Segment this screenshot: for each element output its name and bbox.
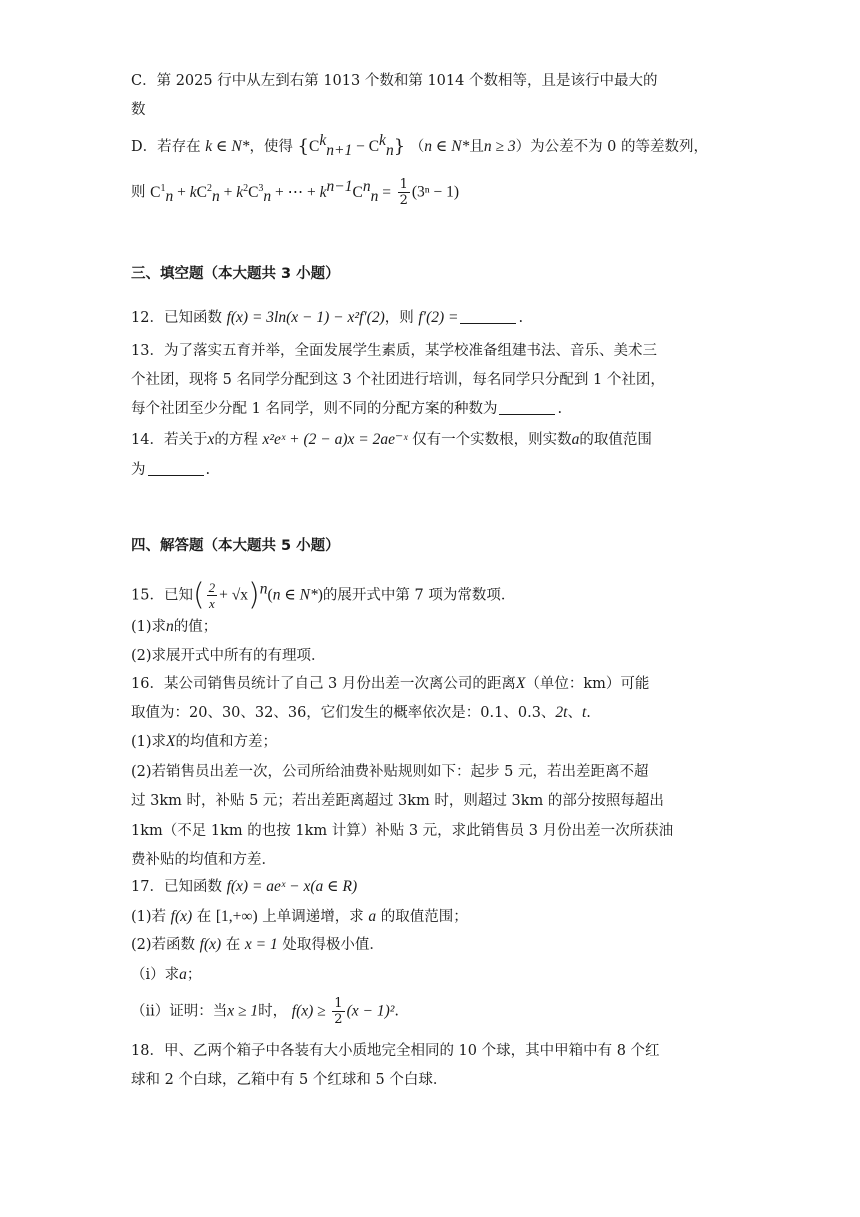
question-13-line2: 个社团，现将 5 名同学分配到这 3 个社团进行培训，每名同学只分配到 1 个社团，	[131, 372, 665, 388]
math-q12-ans: f′(2) =	[418, 309, 459, 326]
question-15-part2: (2)求展开式中所有的有理项．	[131, 648, 326, 664]
section-answer-heading: 四、解答题（本大题共 5 小题）	[131, 538, 340, 554]
option-c-line1: C．第 2025 行中从左到右第 1013 个数和第 1014 个数相等，且是该行中最大的	[131, 73, 658, 89]
math-q12-fx: f(x) = 3ln(x − 1) − x²f′(2)	[226, 309, 385, 326]
math-n-in-n: n ∈ N*	[424, 138, 470, 155]
question-16-line2: 取值为：20、30、32、36，它们发生的概率依次是：0.1、0.3、2t、t.	[131, 704, 591, 721]
question-17: 17．已知函数 f(x) = aeˣ − x(a ∈ R)	[131, 878, 358, 895]
question-18-line1: 18．甲、乙两个箱子中各装有大小质地完全相同的 10 个球，其中甲箱中有 8 个红	[131, 1043, 660, 1059]
question-13-line3: 每个社团至少分配 1 名同学，则不同的分配方案的种数为 .	[131, 401, 563, 417]
question-16-part2-line3: 1km（不足 1km 的也按 1km 计算）补贴 3 元，求此销售员 3 月份出差一次所获油	[131, 823, 674, 839]
math-n-ge-3: n ≥ 3	[483, 138, 516, 155]
answer-blank-14	[148, 461, 204, 476]
option-c-line2: 数	[131, 102, 146, 118]
question-17-part2-i: （i）求a；	[131, 966, 202, 983]
question-17-part2-ii: （ii）证明：当x ≥ 1时， f(x) ≥ $\frac{1}{2}$ (x − 1)².	[131, 996, 399, 1027]
option-d-line2: 则 $C^1_n + kC^2_n + k^2C^3_n$ + ⋯ + $k^{n-1}C^n_n$ = $\frac{1}{2}$ (3ⁿ − 1)	[131, 177, 460, 208]
answer-blank-13	[499, 400, 555, 415]
question-18-line2: 球和 2 个白球，乙箱中有 5 个红球和 5 个白球．	[131, 1072, 448, 1088]
question-14-line1: 14．若关于x的方程 x²eˣ + (2 − a)x = 2ae⁻ˣ 仅有一个实数根，则实数a的取值范围	[131, 431, 652, 448]
question-16-line1: 16．某公司销售员统计了自己 3 月份出差一次离公司的距离X（单位：km）可能	[131, 675, 650, 692]
question-16-part2-line4: 费补贴的均值和方差．	[131, 852, 276, 868]
question-15-part1: (1)求n的值；	[131, 618, 218, 635]
question-17-part1: (1)若 f(x) 在 [1,+∞) 上单调递增，求 a 的取值范围；	[131, 908, 468, 925]
math-d-tail: (3ⁿ − 1)	[411, 183, 460, 201]
question-16-part1: (1)求X的均值和方差；	[131, 733, 278, 750]
question-16-part2-line1: (2)若销售员出差一次，公司所给油费补贴规则如下：起步 5 元，若出差距离不超	[131, 764, 649, 780]
math-q14-eq: x²eˣ + (2 − a)x = 2ae⁻ˣ	[262, 431, 408, 448]
question-13-line1: 13．为了落实五育并举，全面发展学生素质，某学校准备组建书法、音乐、美术三	[131, 343, 657, 359]
question-16-part2-line2: 过 3km 时，补贴 5 元；若出差距离超过 3km 时，则超过 3km 的部分按照每超出	[131, 793, 664, 809]
math-q17-fx: f(x) = aeˣ − x(a ∈ R)	[226, 878, 358, 895]
question-17-part2: (2)若函数 f(x) 在 x = 1 处取得极小值．	[131, 936, 384, 953]
math-half: $\frac{1}{2}$	[399, 177, 408, 208]
option-d-line1: D．若存在 k ∈ N*，使得 $\{C^k_{n+1} - C^k_n\}$ （n ∈ N*且n ≥ 3）为公差不为 0 的等差数列，	[131, 131, 709, 160]
answer-blank-12	[460, 309, 516, 324]
math-k-in-n: k ∈ N*	[205, 138, 250, 155]
math-binomial-sum: $C^1_n + kC^2_n + k^2C^3_n$ + ⋯ + $k^{n-1}C^n_n$ =	[150, 177, 391, 205]
question-15: 15．已知( $\frac{2}{x}$ + √x)$^n$(n ∈ N*)的展开式中第 7 项为常数项．	[131, 577, 516, 613]
section-fill-in-heading: 三、填空题（本大题共 3 小题）	[131, 266, 340, 282]
question-12: 12．已知函数 f(x) = 3ln(x − 1) − x²f′(2)，则 f′(2) = .	[131, 309, 524, 326]
question-14-line2: 为 .	[131, 462, 211, 478]
